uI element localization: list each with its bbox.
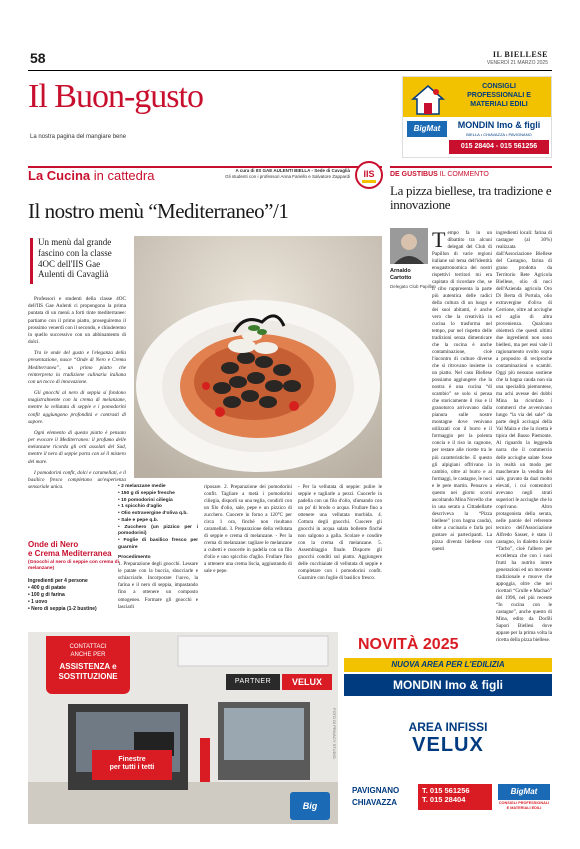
windows-banner-line: Finestre bbox=[118, 756, 146, 763]
newspaper-name: IL BIELLESE bbox=[492, 50, 548, 59]
windows-banner-line: per tutti i tetti bbox=[109, 764, 155, 772]
opinion-label-main: DE GUSTIBUS bbox=[390, 171, 438, 178]
author-first-name: Arnaldo bbox=[390, 268, 411, 274]
ingredient-item: • Nero di seppia (1-2 bustine) bbox=[28, 606, 97, 613]
section-subtitle: La nostra pagina del mangiare bene bbox=[30, 134, 127, 140]
town-name: CHIAVAZZA bbox=[352, 798, 398, 807]
recipe-column bbox=[118, 484, 198, 611]
opinion-title: La pizza biellese, tra tradizione e innovazione bbox=[390, 183, 552, 213]
author-photo bbox=[390, 228, 428, 264]
ad-slogan-line: PROFESSIONALI E bbox=[467, 92, 531, 99]
bigmat-corner-logo: Big bbox=[290, 792, 330, 820]
ingredient-item: • 400 g di patate bbox=[28, 585, 66, 591]
recipe-title-line: e Crema Mediterranea bbox=[28, 549, 112, 559]
ingredient-item: • 2 melanzane medie bbox=[118, 484, 166, 489]
article-paragraph: I pomodorini confit, dolci e caramellati, e il basilico fresco completano un'esperienza sensoriale unica. bbox=[28, 469, 126, 491]
dish-illustration bbox=[134, 236, 382, 478]
contact-text: SOSTITUZIONE bbox=[58, 672, 118, 681]
article-intro-column bbox=[28, 296, 126, 491]
opinion-text: ingredienti locali: farina di castagne (al 30%) realizzata dall'Associazione Biellese del Castagno, farina di grano prodotta da Territorio Rete Agricola Biellese, olio di noci dell'Azienda agricola Oro Di Berta di Portula, olio extravergine d'oliva di Cerrione, oltre ad acciughe ed aglio di altra provenienza. Qualcuno obietterà che questi ultimi due ingredienti non sono biellesi, ma per essi vale il ragionamento svolto sopra a proposito di reciproche contaminazioni o scambi. Oggi più nessuno sostiene che la bagna cauda non sia una specialità piemontese, ma achi avesse dei dubbi Mina ha ricordato i commerci che avvenivano lungo “la via del sale” da parte degli acciugai della Val Maira e che la ricetta è tipica del Basso Piemonte. Al riguardo la leggenda narra che il commercio delle acciughe salate fosse in realtà un modo per mascherare la vendita del sale, gravato da dazi molto elevati, i cui contenitori avevano negli strati superiori le acciughe che lo coprivano. Altro protagonista della serata, nelle parole del referente tecnico dell'Associazione Alfredo Sasser, è stato il castagno, in dialetto locale “Tarbo”, cioè l'albero per eccellenza che con i suoi frutti ha nutrito intere generazioni ed un movente tradizionale e muove che appoggia, oltre che nei ricettari “Grulle e Machaò” del 1996, nel più recente “In cucina con le castagne”, anche questo di Mina, edito da DocBi Sapori Biellesi dove appare per la prima volta la ricetta della pizza biellese. bbox=[496, 230, 553, 643]
author-last-name: Cartotto bbox=[390, 274, 412, 281]
ingredient-item: • 150 g di seppie fresche bbox=[118, 490, 175, 496]
article-lede: Un menù dal grande fascino con la classe 4OC dell'IIS Gae Aulenti di Cavaglià bbox=[38, 237, 112, 280]
ingredient-item: • Foglie di basilico fresco per guarnire bbox=[118, 538, 198, 550]
partner-badge bbox=[226, 674, 334, 690]
school-logo-icon bbox=[354, 160, 384, 190]
article-paragraph: Professori e studenti della classe 4OC dell'IIS Gae Aulenti ci propongono la prima puntata di un menù a forti tinte mediterranee: partiamo con il primo piatto, proseguiremo il prossimo venerdì con il secondo, e chiuderemo in quello successivo con un abbinamento di dolci. bbox=[28, 296, 126, 346]
issue-date: VENERDÌ 21 MARZO 2025 bbox=[486, 60, 548, 66]
article-category bbox=[28, 168, 154, 183]
ingredient-item: • 10 pomodorini ciliegia bbox=[118, 497, 173, 503]
header-divider bbox=[28, 70, 552, 71]
contact-badge bbox=[46, 636, 130, 694]
author-name bbox=[390, 268, 411, 281]
opinion-label bbox=[390, 171, 489, 178]
ingredient-item: • 1 uovo bbox=[28, 599, 48, 606]
ingredients-list bbox=[28, 585, 97, 613]
recipe-column bbox=[298, 484, 382, 582]
opinion-column bbox=[496, 230, 552, 644]
article-credit bbox=[194, 168, 350, 180]
partner-brand: VELUX bbox=[282, 674, 332, 690]
ingredient-item: • Zucchero (un pizzico per i pomodorini) bbox=[118, 524, 198, 537]
bigmat-tagline: CONSIGLI PROFESSIONALI E MATERIALI EDILI bbox=[498, 801, 550, 810]
phone-number: T. 015 28404 bbox=[422, 795, 466, 804]
recipe-title-line: Onde di Nero bbox=[28, 540, 79, 549]
category-name: La Cucina bbox=[28, 168, 91, 183]
ad-brand-name: MONDIN Imo & figli bbox=[457, 120, 541, 130]
bigmat-logo: BigMat bbox=[498, 784, 550, 800]
article-title: Il nostro menù “Mediterraneo”/1 bbox=[28, 199, 289, 223]
credit-line: Gli studenti con i professori Anna Fariello e Salvatore Zappardi bbox=[225, 174, 350, 180]
contact-text: CONTATTACI bbox=[69, 644, 107, 650]
velux-brand: VELUX bbox=[412, 734, 484, 756]
partner-label: PARTNER bbox=[226, 674, 280, 690]
section-title: Il Buon-gusto bbox=[28, 78, 203, 115]
new-area-banner: NUOVA AREA PER L'EDILIZIA bbox=[344, 658, 552, 672]
article-paragraph: Tra le onde del gusto e l'eleganza della presentazione, nasce “Onde di Nero e Crema Mediterranea”, un primo piatto che reinterpreta la tradizione culinaria italiana con un tocco di innovazione. bbox=[28, 350, 126, 385]
opinion-text: empo fa in un dibattito tra alcuni delegati del Club di Papillon di varie regioni italiane sul tema dell'identità enogastronomica dei nostri rispettivi territori mi era capitato di ricordare che, se il cibo rappresenta la parte più autentica delle radici della cultura di un luogo e dei suoi abitanti, è anche vero che la creatività in cucina lo trasforma nel tempo, pur nel rispetto delle tradizioni senza dimenticare che la cucina è anche contaminazione, cioè l'incontro di culture diverse che si ritrovano insieme in un piatto. Nel caso Biellese possiamo aggiungere che la nostra è una cucina “di scambio” se solo si pensa che storicamente il riso e il granoturco arrivavano dalla pianura sulle nostre montagne dove venivano utilizzati con il burro e il formaggio per la polenta concia e il riso in cagnone, per restare alle ricette tra le più caratteristiche. E questo gli alpigiani offrivano in cambio, oltre al burro e ai formaggi, le castagne, le noci e le pere martin. Pensavo a questo nei giorni scorsi ascoltando Mina Novello che in una serata a Cittadellarte descriveva la “Pizza biellese” (con bagna cauda), oltre a cucinarla e farla poi gustare ai partecipanti. La pizza diventa biellese con questi bbox=[432, 230, 492, 552]
ingredient-item: • 1 spicchio d'aglio bbox=[118, 504, 162, 510]
house-icon bbox=[411, 83, 445, 117]
ingredient-item: • Sale e pepe q.b. bbox=[118, 517, 159, 523]
recipe-title bbox=[28, 540, 112, 558]
novelty-headline: NOVITÀ 2025 bbox=[358, 636, 459, 653]
phone-number: T. 015 561256 bbox=[422, 786, 470, 795]
bigmat-logo: BigMat bbox=[407, 121, 447, 137]
page-number: 58 bbox=[30, 50, 46, 66]
dish-photo bbox=[134, 236, 382, 478]
dropcap: T bbox=[432, 227, 446, 252]
credit-line: A cura di IIS GAE AULENTI BIELLA - Sede di Cavaglià bbox=[235, 168, 350, 173]
recipe-column bbox=[204, 484, 292, 575]
ad-slogan-line: MATERIALI EDILI bbox=[470, 101, 528, 108]
procedure-text: 1. Preparazione degli gnocchi. Lessare le patate con la buccia, sbucciarle e schiacciarle. Incorporare l'uovo, la farina e il nero di seppia, impastando fino a ottenere un composto omogeneo. Formare gli gnocchi e lasciarli bbox=[118, 561, 198, 610]
contact-text: ANCHE PER bbox=[70, 652, 106, 658]
ingredients-heading: Ingredienti per 4 persone bbox=[28, 578, 88, 584]
category-suffix: in cattedra bbox=[93, 168, 155, 183]
opinion-column bbox=[432, 227, 492, 553]
procedure-text: riposare. 2. Preparazione dei pomodorini confit. Tagliare a metà i pomodorini ciliegia, disporli su una teglia, condirli con un filo d'olio, sale, pepe e un pizzico di zucchero. Cuocere in forno a 120°C per circa 1 ora, finché non risultano caramellati. 3. Preparazione della vellutata di seppie e crema di melanzane. - Per la crema di melanzane: tagliare le melanzane a cubetti e cuocerle in padella con un filo d'olio e uno spicchio d'aglio. Frullare fino a ottenere una crema liscia, aggiustando di sale e pepe. bbox=[204, 484, 292, 575]
phone-box bbox=[418, 784, 492, 810]
article-paragraph: Ogni elemento di questo piatto è pensato per evocare il Mediterraneo: il profumo delle melanzane ricorda gli orti assolati del Sud, mentre il nero di seppie porta con sé il mistero del mare. bbox=[28, 429, 126, 465]
school-logo-text: IIS bbox=[363, 169, 375, 179]
procedure-text: - Per la vellutata di seppie: pulire le seppie e tagliarle a pezzi. Cuocerle in padella con un filo d'olio, sfumando con un po' di brodo o acqua. Frullare fino a ottenere una vellutata morbida. 4. Cottura degli gnocchi. Cuocere gli gnocchi in acqua salata bollente finché non salgono a galla. Scolare e condire con la crema di melanzane. 5. Assemblaggio finale. Disporre gli gnocchi conditi sul piatto. Aggiungere delle cucchiaiate di vellutata di seppie e completare con i pomodorini confit. Guarnire con foglie di basilico fresco. bbox=[298, 484, 382, 582]
recipe-subtitle: (Gnocchi al nero di seppie con crema di melanzane) bbox=[28, 560, 119, 572]
opinion-label-suffix: IL COMMENTO bbox=[439, 171, 489, 178]
contact-text: ASSISTENZA e bbox=[59, 662, 117, 671]
ingredient-item: • Olio extravergine d'oliva q.b. bbox=[118, 511, 188, 517]
lede-marker bbox=[30, 238, 33, 284]
ad-slogan-line: CONSIGLI bbox=[482, 83, 516, 90]
procedure-heading: Procedimento bbox=[118, 554, 151, 560]
area-infissi-label: AREA INFISSI bbox=[408, 720, 488, 734]
ad-locations: BIELLA • CHIAVAZZA • PAVIGNANO bbox=[466, 132, 532, 137]
author-portrait-icon bbox=[390, 228, 428, 264]
photo-credit: FOTO DI PRIVACY STUDIO bbox=[332, 708, 337, 759]
ingredient-item: • 100 g di farina bbox=[28, 592, 65, 599]
mondin-brand: MONDIN Imo & figli bbox=[344, 674, 552, 696]
town-name: PAVIGNANO bbox=[352, 786, 400, 795]
bottom-advertisement[interactable] bbox=[28, 632, 552, 824]
ad-phone: 015 28404 - 015 561256 bbox=[449, 140, 549, 154]
author-role: Delegato Club Papillon bbox=[390, 284, 436, 289]
header-advertisement[interactable] bbox=[402, 76, 552, 158]
article-paragraph: Gli gnocchi al nero di seppia si fondono magistralmente con la crema di melanzane, mentre la vellutata di seppie e i pomodorini confit aggiungono profondità e contrasti di sapore. bbox=[28, 390, 126, 425]
windows-banner bbox=[92, 750, 172, 780]
